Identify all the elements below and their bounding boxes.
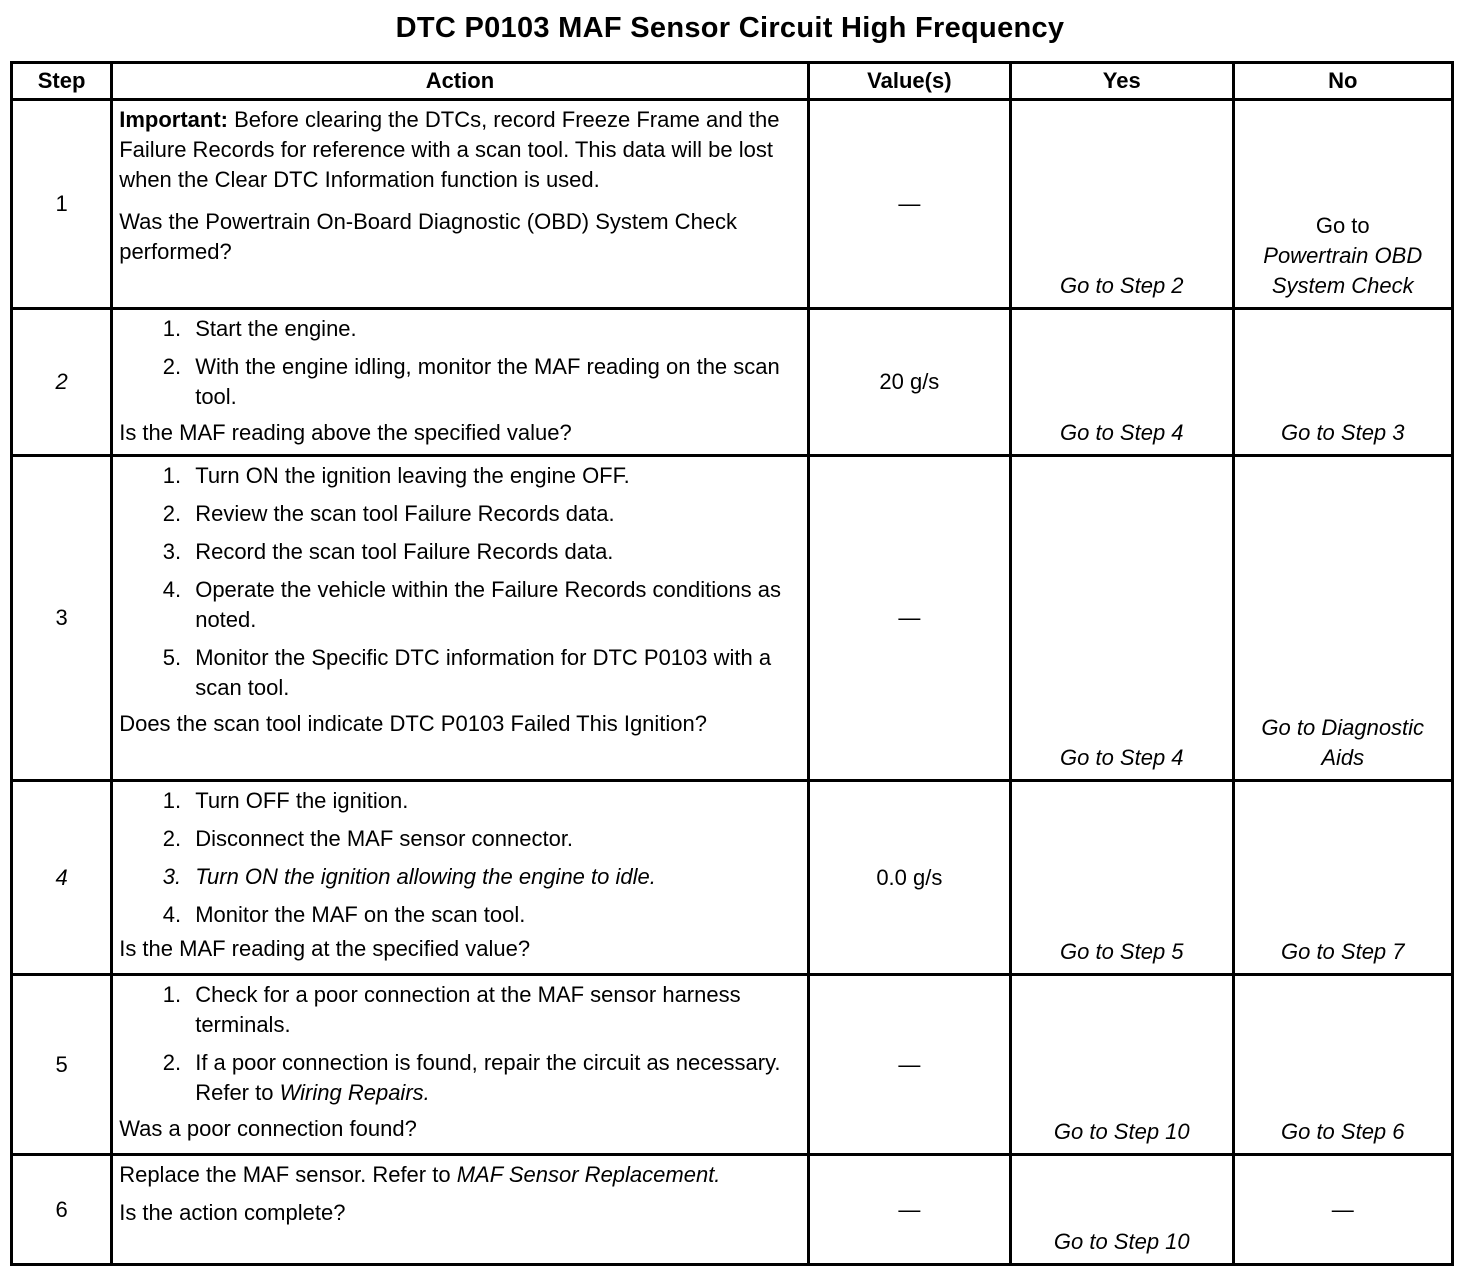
no-cell[interactable]: Go to Diagnostic Aids [1233, 456, 1453, 781]
list-item: 1. Turn OFF the ignition. [187, 786, 800, 816]
yes-cell[interactable]: Go to Step 10 [1011, 975, 1233, 1155]
action-cell [112, 975, 808, 1155]
list-item: 4. Monitor the MAF on the scan tool. [187, 900, 800, 930]
value-cell: 20 g/s [808, 309, 1010, 456]
question: Is the MAF reading above the specified value? [119, 420, 572, 445]
list-item: 3. Turn ON the ignition allowing the engine to idle. [187, 862, 800, 892]
header-values: Value(s) [808, 63, 1010, 100]
step-number: 4 [12, 781, 112, 975]
yes-cell[interactable]: Go to Step 5 [1011, 781, 1233, 975]
question: Does the scan tool indicate DTC P0103 Failed This Ignition? [119, 711, 708, 736]
step-number: 1 [12, 100, 112, 309]
table-row [12, 100, 1453, 309]
list-item: 4. Operate the vehicle within the Failure Records conditions as noted. [187, 575, 800, 635]
action-list [119, 461, 800, 703]
list-item-text: If a poor connection is found, repair the circuit as necessary. Refer to [195, 1050, 781, 1105]
important-note [119, 105, 800, 195]
action-cell [112, 456, 808, 781]
list-item: 1. Turn ON the ignition leaving the engine OFF. [187, 461, 800, 491]
important-text: Before clearing the DTCs, record Freeze Frame and the Failure Records for reference with a scan tool. This data will be lost when the Clear DTC Information function is used. [119, 107, 780, 192]
header-action: Action [112, 63, 808, 100]
table-row [12, 456, 1453, 781]
no-cell: — [1233, 1155, 1453, 1265]
action-text [119, 1160, 800, 1190]
action-list [119, 980, 800, 1108]
table-row [12, 975, 1453, 1155]
page-title: DTC P0103 MAF Sensor Circuit High Frequency [395, 12, 1065, 44]
yes-cell[interactable]: Go to Step 10 [1011, 1155, 1233, 1265]
no-link[interactable]: Powertrain OBD System Check [1263, 243, 1423, 298]
value-cell: 0.0 g/s [808, 781, 1010, 975]
list-item: 2. Review the scan tool Failure Records data. [187, 499, 800, 529]
list-item: 1. Start the engine. [187, 314, 800, 344]
value-cell: — [808, 1155, 1010, 1265]
action-list [119, 786, 800, 930]
important-label: Important: [119, 107, 228, 132]
no-cell[interactable]: Go to Step 7 [1233, 781, 1453, 975]
table-header-row [12, 63, 1453, 100]
action-cell [112, 309, 808, 456]
yes-cell[interactable]: Go to Step 2 [1011, 100, 1233, 309]
action-list [119, 314, 800, 412]
step-number: 3 [12, 456, 112, 781]
value-cell: — [808, 100, 1010, 309]
question: Is the MAF reading at the specified value? [119, 936, 531, 961]
question: Is the action complete? [119, 1200, 346, 1225]
no-cell[interactable]: Go to Step 3 [1233, 309, 1453, 456]
step-number: 2 [12, 309, 112, 456]
maf-sensor-replacement-link[interactable]: MAF Sensor Replacement. [456, 1162, 721, 1187]
list-item: 5. Monitor the Specific DTC information for DTC P0103 with a scan tool. [187, 643, 800, 703]
action-text-plain: Replace the MAF sensor. Refer to [119, 1162, 457, 1187]
action-cell [112, 1155, 808, 1265]
header-step: Step [12, 63, 112, 100]
list-item: 3. Record the scan tool Failure Records data. [187, 537, 800, 567]
action-cell [112, 781, 808, 975]
no-cell[interactable] [1233, 100, 1453, 309]
question: Was the Powertrain On-Board Diagnostic (OBD) System Check performed? [119, 209, 738, 264]
value-cell: — [808, 975, 1010, 1155]
header-yes: Yes [1011, 63, 1233, 100]
table-row [12, 781, 1453, 975]
yes-cell[interactable]: Go to Step 4 [1011, 309, 1233, 456]
list-item: 2. Disconnect the MAF sensor connector. [187, 824, 800, 854]
no-prefix: Go to [1315, 213, 1370, 238]
diagnostic-table [10, 61, 1454, 1266]
table-row [12, 309, 1453, 456]
yes-cell[interactable]: Go to Step 4 [1011, 456, 1233, 781]
list-item [187, 1048, 800, 1108]
step-number: 6 [12, 1155, 112, 1265]
value-cell: — [808, 456, 1010, 781]
list-item: 2. With the engine idling, monitor the MAF reading on the scan tool. [187, 352, 800, 412]
table-row [12, 1155, 1453, 1265]
wiring-repairs-link[interactable]: Wiring Repairs. [279, 1080, 430, 1105]
no-cell[interactable]: Go to Step 6 [1233, 975, 1453, 1155]
action-cell [112, 100, 808, 309]
step-number: 5 [12, 975, 112, 1155]
header-no: No [1233, 63, 1453, 100]
list-item: 1. Check for a poor connection at the MAF sensor harness terminals. [187, 980, 800, 1040]
question: Was a poor connection found? [119, 1116, 417, 1141]
